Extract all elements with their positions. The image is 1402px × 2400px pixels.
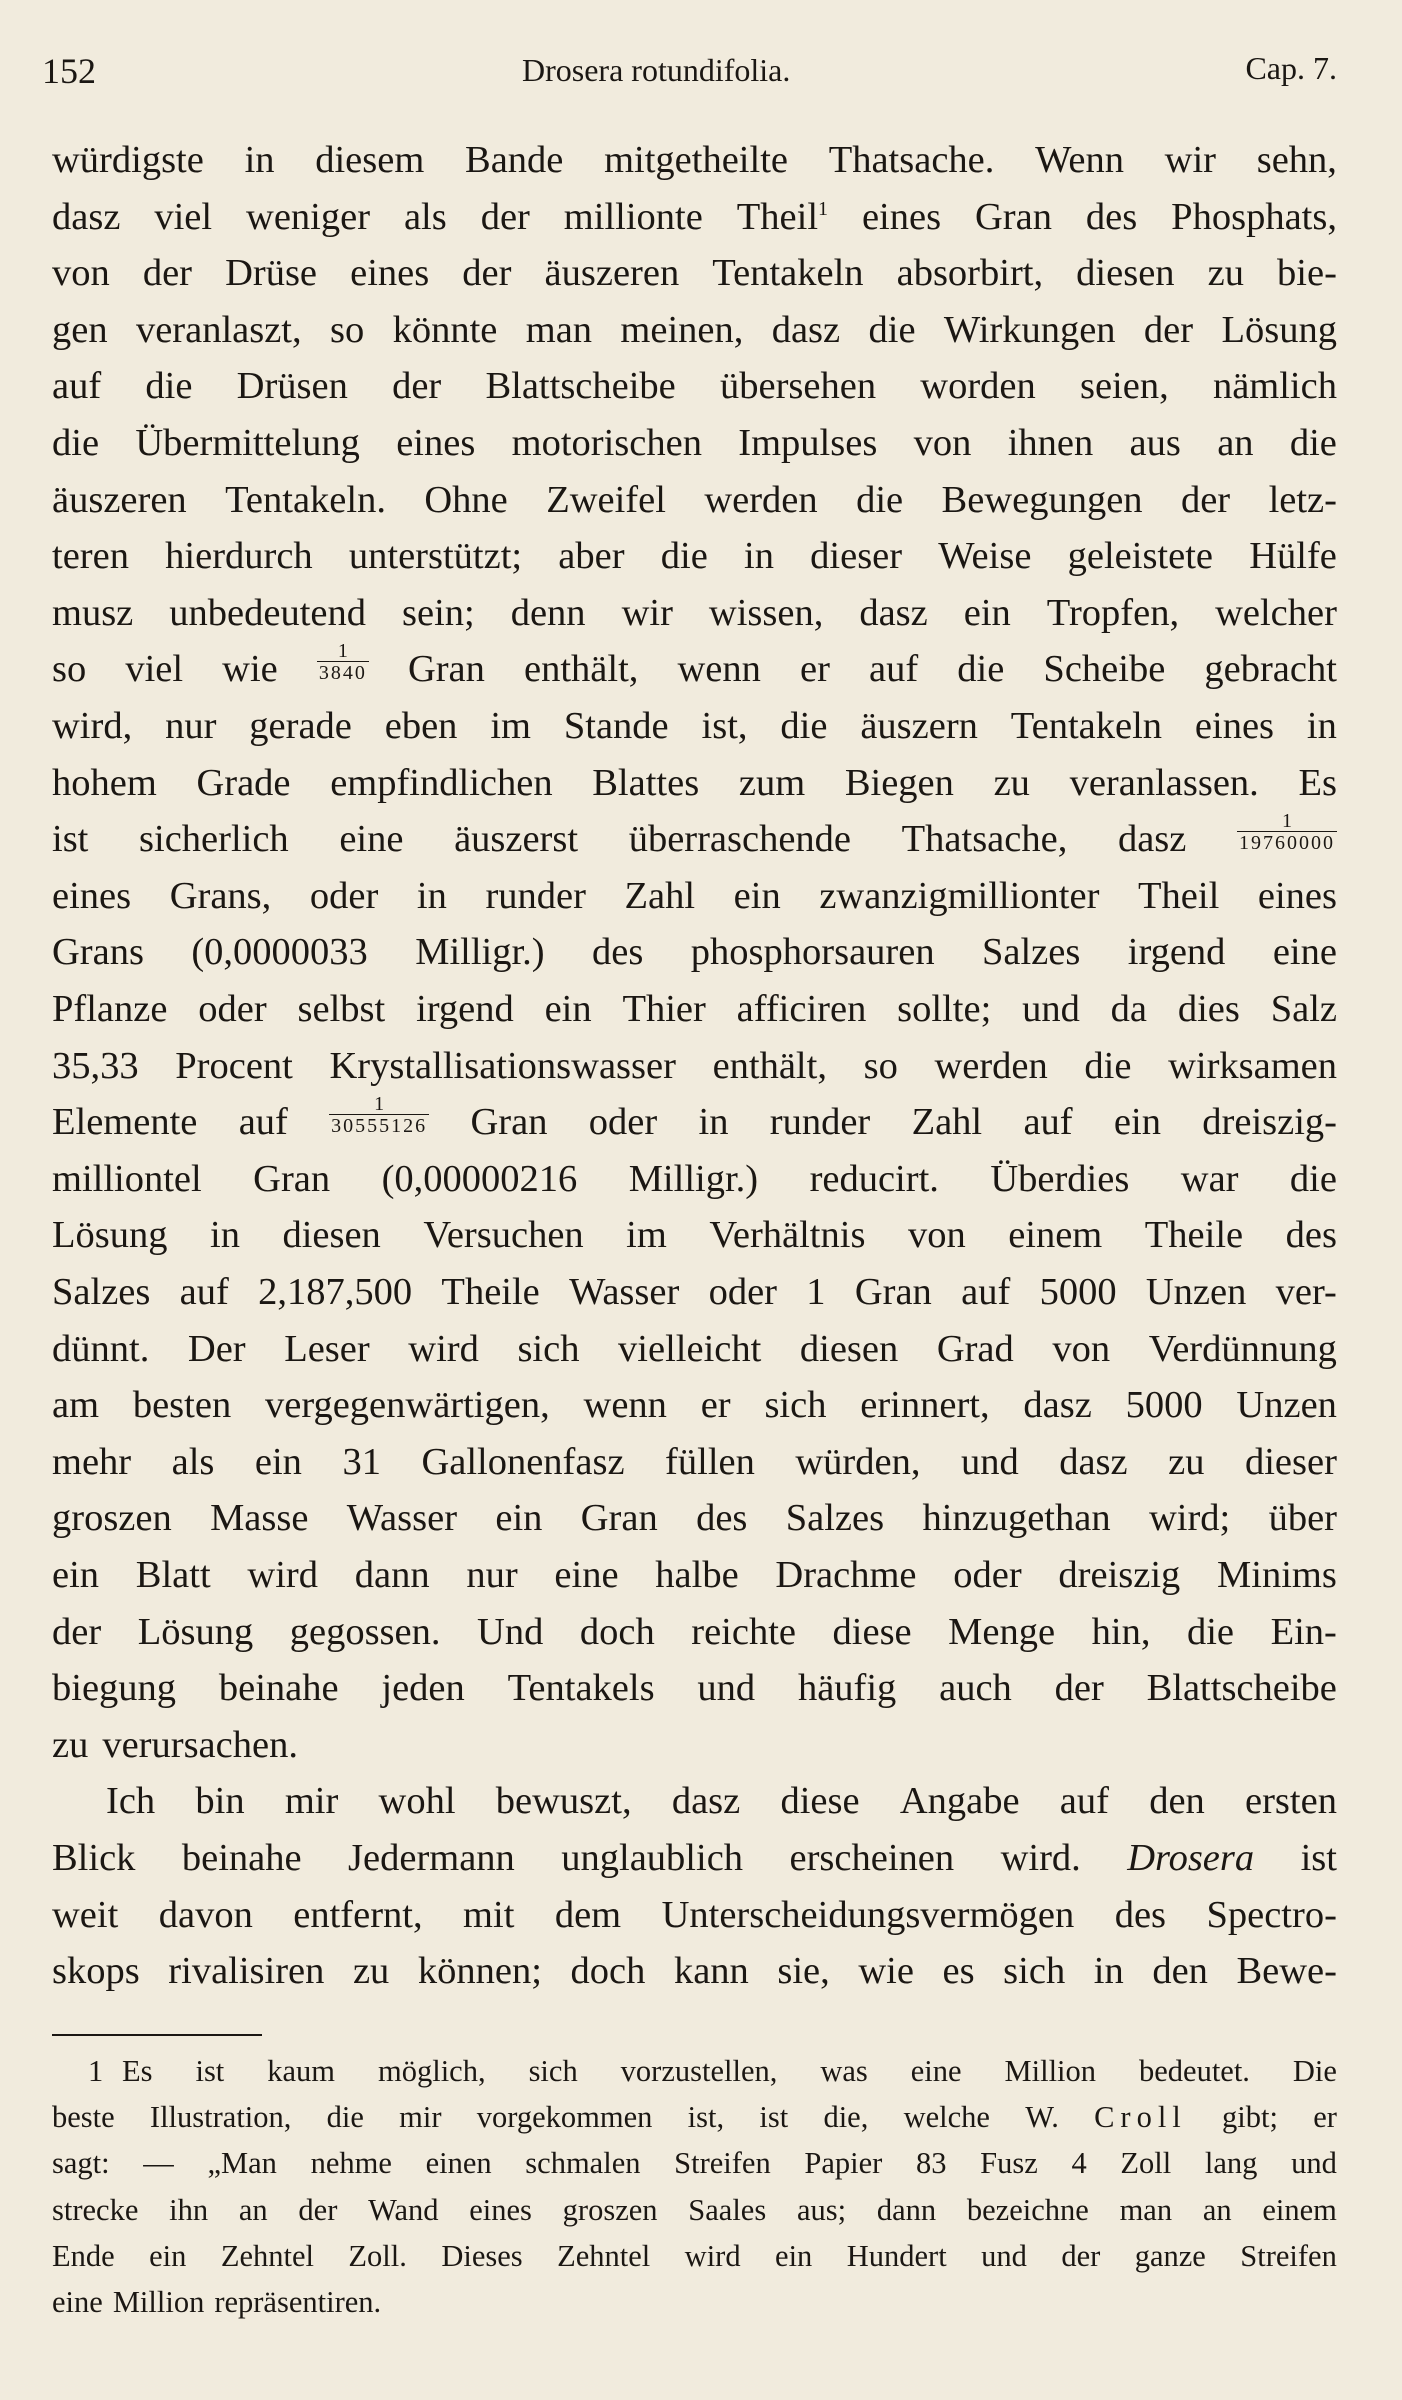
text-line: Pflanze oder selbst irgend ein Thier afficiren sollte; und da dies Salz bbox=[52, 988, 1337, 1030]
footnote-line: eine Million repräsentiren. bbox=[52, 2285, 382, 2319]
text-line: groszen Masse Wasser ein Gran des Salzes hinzugethan wird; über bbox=[52, 1497, 1337, 1540]
text-line: weit davon entfernt, mit dem Unterscheidungsvermögen des Spectro- bbox=[52, 1893, 1337, 1936]
text-line: Grans (0,0000033 Milligr.) des phosphorsauren Salzes irgend eine bbox=[52, 931, 1337, 974]
footnote-line: beste Illustration, die mir vorgekommen ist, ist die, welche W. Croll gibt; er bbox=[52, 2094, 1337, 2140]
text-line: dünnt. Der Leser wird sich vielleicht diesen Grad von Verdünnung bbox=[52, 1327, 1337, 1370]
chapter-label: Cap. 7. bbox=[1245, 50, 1337, 86]
fraction-1-19760000: $\frac{1}{19760000}$ bbox=[1239, 810, 1335, 855]
fraction-1-30555126: $\frac{1}{30555126}$ bbox=[331, 1093, 428, 1138]
text-line: ist sicherlich eine äuszerst überraschende Thatsache, dasz $\frac{1}{19760000}$ bbox=[52, 811, 1337, 867]
text-line: skops rivalisiren zu können; doch kann sie, wie es sich in den Bewe- bbox=[52, 1950, 1337, 1993]
text-line: wird, nur gerade eben im Stande ist, die äuszern Tentakeln eines in bbox=[52, 705, 1337, 747]
footnote-rule bbox=[52, 2034, 262, 2036]
text-line: würdigste in diesem Bande mitgetheilte Thatsache. Wenn wir sehn, bbox=[52, 139, 1337, 181]
footnote-marker: 1 bbox=[818, 197, 829, 220]
text-line: der Lösung gegossen. Und doch reichte diese Menge hin, die Ein- bbox=[52, 1610, 1337, 1653]
text-line: eines Grans, oder in runder Zahl ein zwanzigmillionter Theil eines bbox=[52, 874, 1337, 917]
text-line: 35,33 Procent Krystallisationswasser enthält, so werden die wirksamen bbox=[52, 1044, 1337, 1087]
text-line: Lösung in diesen Versuchen im Verhältnis von einem Theile des bbox=[52, 1214, 1337, 1257]
text-line: musz unbedeutend sein; denn wir wissen, dasz ein Tropfen, welcher bbox=[52, 591, 1337, 634]
footnote-line: 1 Es ist kaum möglich, sich vorzustellen, was eine Million bedeutet. Die bbox=[52, 2048, 1337, 2094]
text-line: ein Blatt wird dann nur eine halbe Drachme oder dreiszig Minims bbox=[52, 1554, 1337, 1596]
text-line: Salzes auf 2,187,500 Theile Wasser oder 1 Gran auf 5000 Unzen ver- bbox=[52, 1271, 1337, 1313]
text-line: Ich bin mir wohl bewuszt, dasz diese Angabe auf den ersten bbox=[106, 1780, 1337, 1823]
text-line: teren hierdurch unterstützt; aber die in dieser Weise geleistete Hülfe bbox=[52, 535, 1337, 578]
running-header bbox=[42, 44, 1337, 104]
text-line: zu verursachen. bbox=[52, 1723, 298, 1766]
text-line: hohem Grade empfindlichen Blattes zum Biegen zu veranlassen. Es bbox=[52, 761, 1337, 804]
text-line: die Übermittelung eines motorischen Impulses von ihnen aus an die bbox=[52, 422, 1337, 464]
footnote-line: sagt: — „Man nehme einen schmalen Streifen Papier 83 Fusz 4 Zoll lang und bbox=[52, 2146, 1337, 2181]
footnote-line: strecke ihn an der Wand eines groszen Saales aus; dann bezeichne man an einem bbox=[52, 2192, 1337, 2227]
text-line: auf die Drüsen der Blattscheibe übersehen worden seien, nämlich bbox=[52, 365, 1337, 408]
text-line: mehr als ein 31 Gallonenfasz füllen würden, und dasz zu dieser bbox=[52, 1440, 1337, 1483]
text-line: äuszeren Tentakeln. Ohne Zweifel werden die Bewegungen der letz- bbox=[52, 478, 1337, 521]
text-line: biegung beinahe jeden Tentakels und häufig auch der Blattscheibe bbox=[52, 1667, 1337, 1710]
text-line: von der Drüse eines der äuszeren Tentakeln absorbirt, diesen zu bie- bbox=[52, 252, 1337, 295]
text-line: gen veranlaszt, so könnte man meinen, dasz die Wirkungen der Lösung bbox=[52, 308, 1337, 351]
running-title: Drosera rotundifolia. bbox=[522, 52, 791, 88]
text-line: dasz viel weniger als der millionte Theil$^1$ eines Gran des Phosphats, bbox=[52, 195, 1337, 238]
text-line: am besten vergegenwärtigen, wenn er sich erinnert, dasz 5000 Unzen bbox=[52, 1384, 1337, 1427]
fraction-1-3840: $\frac{1}{3840}$ bbox=[318, 640, 367, 685]
page-number: 152 bbox=[42, 51, 96, 91]
text-line: Blick beinahe Jedermann unglaublich erscheinen wird. Drosera ist bbox=[52, 1830, 1337, 1886]
footnote-number: 1 bbox=[88, 2054, 104, 2088]
text-line: Elemente auf $\frac{1}{30555126}$ Gran oder in runder Zahl auf ein dreiszig- bbox=[52, 1094, 1337, 1150]
footnote-line: Ende ein Zehntel Zoll. Dieses Zehntel wird ein Hundert und der ganze Streifen bbox=[52, 2238, 1337, 2273]
author-name: Croll bbox=[1094, 2100, 1187, 2135]
italic-genus: Drosera bbox=[1127, 1837, 1255, 1879]
text-line: so viel wie $\frac{1}{3840}$ Gran enthält, wenn er auf die Scheibe gebracht bbox=[52, 641, 1337, 697]
text-line: milliontel Gran (0,00000216 Milligr.) reducirt. Überdies war die bbox=[52, 1157, 1337, 1200]
